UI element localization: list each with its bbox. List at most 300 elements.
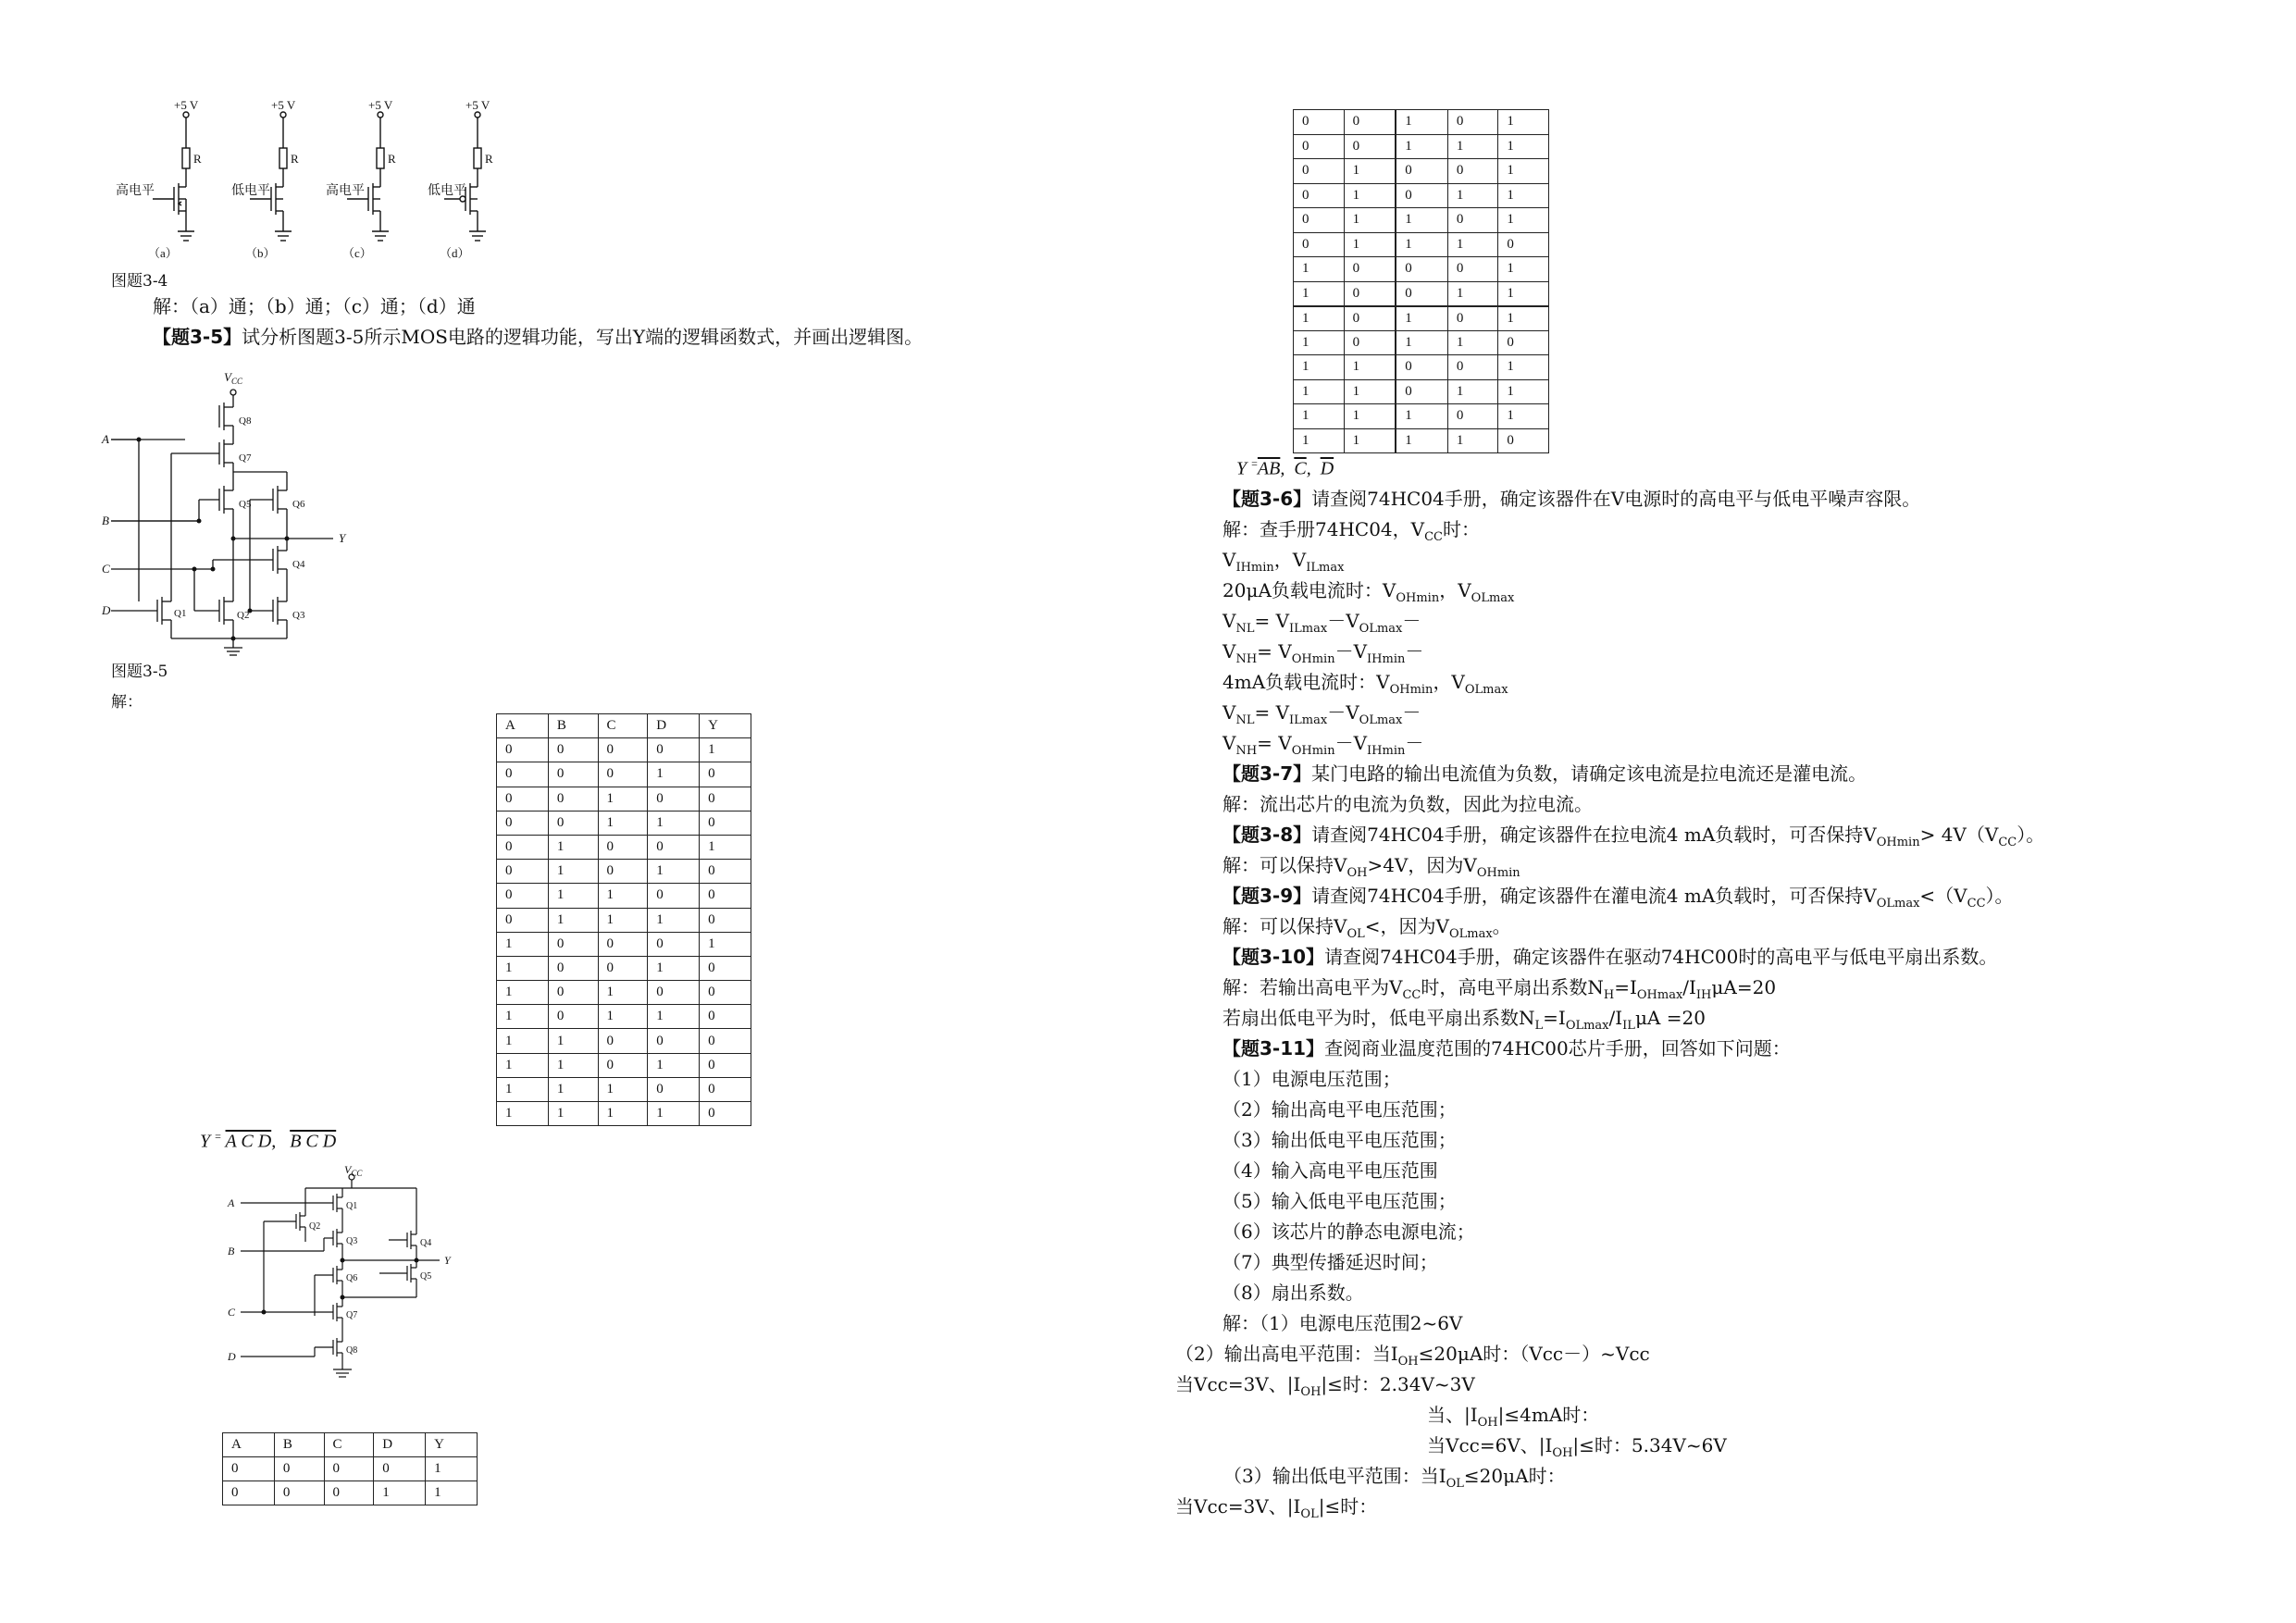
formula-right-sep1: ,	[1280, 458, 1285, 479]
table-row	[1294, 404, 1549, 429]
table-row	[497, 981, 751, 1005]
table-cell: 0	[223, 1481, 275, 1505]
table-cell: 0	[374, 1457, 426, 1481]
table-cell: 1	[598, 787, 648, 811]
table-cell: 0	[700, 811, 751, 835]
table-cell: 0	[1294, 159, 1345, 184]
table-cell: 1	[548, 1077, 598, 1101]
table-cell: 0	[648, 932, 700, 956]
table-cell: 0	[548, 932, 598, 956]
table-cell: 1	[1344, 379, 1396, 404]
table-cell: 0	[548, 787, 598, 811]
formula-right-eq: =	[1251, 457, 1258, 470]
question-3-11: 【题3-11】查阅商业温度范围的74HC00芯片手册，回答如下问题：	[1222, 1037, 1791, 1059]
question-3-7: 【题3-7】某门电路的输出电流值为负数，请确定该电流是拉电流还是灌电流。	[1222, 762, 1868, 785]
table-cell: 0	[700, 787, 751, 811]
table-cell: 0	[700, 908, 751, 932]
item-3-11-1: （1）电源电压范围；	[1222, 1068, 1401, 1090]
table-cell: 0	[1344, 134, 1396, 159]
table-cell: 1	[598, 908, 648, 932]
table-row	[1294, 183, 1549, 208]
table-cell: 1	[598, 981, 648, 1005]
formula-right-term3: $\overline{D}$	[1320, 458, 1334, 479]
answer-3-9: 解：可以保持$V_{OL}<$，因为$V_{OLmax}$。	[1222, 915, 1511, 941]
table-cell: 1	[598, 884, 648, 908]
table-cell: 1	[548, 884, 598, 908]
table-cell: 1	[648, 762, 700, 787]
table-cell: 0	[1396, 257, 1447, 282]
answer-3-6-line8: $V_{NH}= V_{OHmin}-V_{IHmin}-$	[1222, 732, 1424, 758]
table-cell: 0	[700, 981, 751, 1005]
table-cell: 1	[497, 932, 549, 956]
res-label-d: R	[485, 152, 493, 166]
table-cell: 1	[1294, 257, 1345, 282]
table-cell: 0	[598, 932, 648, 956]
item-3-11-2: （2）输出高电平电压范围；	[1222, 1098, 1457, 1121]
table-cell: 1	[1396, 330, 1447, 355]
table-row	[1294, 355, 1549, 380]
table-cell: 0	[497, 860, 549, 884]
table-cell: 0	[548, 956, 598, 980]
table-cell: 1	[426, 1457, 478, 1481]
table-cell: 0	[598, 1053, 648, 1077]
output-y-35: Y	[339, 531, 346, 545]
table-cell: 1	[1498, 159, 1549, 184]
question-3-5-text: 试分析图题3-5所示MOS电路的逻辑功能，写出Y端的逻辑函数式，并画出逻辑图。	[242, 326, 924, 348]
table-cell: 1	[1447, 428, 1498, 453]
subcap-b: （b）	[245, 246, 276, 260]
table-row	[497, 1077, 751, 1101]
table-header-cell: C	[324, 1433, 374, 1457]
table-cell: 1	[1396, 232, 1447, 257]
table-cell: 0	[497, 884, 549, 908]
table-cell: 1	[1498, 208, 1549, 233]
table-row	[1294, 428, 1549, 453]
table-row	[497, 738, 751, 762]
table-cell: 0	[598, 1029, 648, 1053]
answer-3-6-line7: $V_{NL}= V_{ILmax}-V_{OLmax}-$	[1222, 701, 1421, 727]
table-cell: 1	[1294, 379, 1345, 404]
table-cell: 0	[700, 884, 751, 908]
question-3-5-tag: 【题3-5】	[153, 326, 242, 348]
table-cell: 0	[1447, 110, 1498, 135]
table-cell: 1	[1344, 159, 1396, 184]
table-row	[1294, 257, 1549, 282]
table-cell: 1	[1344, 355, 1396, 380]
answer-3-11-line7: 当Vcc=3V、$|I_{OL}|\le$时：	[1175, 1495, 1378, 1521]
figure-3-5	[102, 370, 379, 657]
table-cell: 1	[497, 956, 549, 980]
table-row	[497, 1005, 751, 1029]
table-cell: 0	[1294, 208, 1345, 233]
table-cell: 0	[548, 738, 598, 762]
table-cell: 0	[1396, 379, 1447, 404]
table-cell: 1	[548, 860, 598, 884]
table-cell: 1	[1447, 134, 1498, 159]
table-cell: 1	[598, 1077, 648, 1101]
table-row	[497, 884, 751, 908]
table-header-row	[497, 714, 751, 738]
item-3-11-8: （8）扇出系数。	[1222, 1282, 1364, 1304]
table-cell: 0	[598, 738, 648, 762]
question-3-8: 【题3-8】请查阅74HC04手册，确定该器件在拉电流4 mA负载时，可否保持$V_{OHmin}> 4V(V_{CC})$。	[1222, 824, 2045, 849]
table-cell: 1	[1498, 257, 1549, 282]
table-row	[223, 1481, 478, 1505]
table-cell: 0	[1344, 257, 1396, 282]
answer-3-11-line6: （3）输出低电平范围：当$I_{OL}\le 20\mu A$时：	[1223, 1465, 1566, 1491]
table-cell: 0	[700, 1029, 751, 1053]
formula-right	[1236, 457, 1334, 480]
table-header-row	[223, 1433, 478, 1457]
q8-label: Q8	[239, 415, 252, 427]
q8-label-36: Q8	[346, 1345, 358, 1356]
table-cell: 0	[497, 738, 549, 762]
input-label-d: 低电平	[428, 184, 466, 198]
table-cell: 1	[1344, 232, 1396, 257]
truth-table-small-body	[223, 1433, 478, 1505]
table-cell: 1	[1344, 428, 1396, 453]
table-cell: 1	[1498, 281, 1549, 306]
answer-3-11-line3: 当Vcc=3V、$|I_{OH}|\le$时：2.34V~3V	[1175, 1373, 1475, 1399]
table-cell: 0	[324, 1457, 374, 1481]
table-row	[497, 860, 751, 884]
table-cell: 0	[1447, 355, 1498, 380]
table-header-cell: Y	[700, 714, 751, 738]
table-cell: 1	[548, 908, 598, 932]
table-cell: 0	[497, 908, 549, 932]
input-b-35: B	[102, 514, 109, 527]
table-cell: 1	[1498, 183, 1549, 208]
formula-right-sep2: ,	[1306, 458, 1311, 479]
answer-3-7: 解：流出芯片的电流为负数，因此为拉电流。	[1222, 793, 1593, 815]
truth-table-small	[222, 1432, 478, 1505]
table-cell: 0	[598, 762, 648, 787]
q6-label: Q6	[292, 499, 305, 510]
table-row	[497, 787, 751, 811]
table-cell: 1	[1294, 306, 1345, 331]
table-cell: 0	[598, 860, 648, 884]
table-cell: 1	[648, 1005, 700, 1029]
answer-3-5-label: 解：	[111, 693, 143, 712]
answer-3-10-line2: 若扇出低电平为时，低电平扇出系数$N_L=I_{OLmax}/I_{IL}\mu A =20$	[1222, 1007, 1706, 1033]
table-cell: 0	[700, 1005, 751, 1029]
formula-3-5-eq: =	[215, 1130, 221, 1143]
figure-3-5-caption: 图题3-5	[111, 663, 168, 681]
table-row	[223, 1457, 478, 1481]
table-cell: 0	[548, 811, 598, 835]
formula-3-5-term2: B C D	[290, 1131, 337, 1152]
table-cell: 0	[1396, 281, 1447, 306]
table-cell: 1	[598, 1102, 648, 1126]
table-cell: 1	[1498, 110, 1549, 135]
table-header-cell: Y	[426, 1433, 478, 1457]
q6-label-36: Q6	[346, 1273, 358, 1283]
table-cell: 0	[497, 811, 549, 835]
q5-label-36: Q5	[420, 1271, 432, 1282]
table-cell: 1	[497, 1029, 549, 1053]
truth-table-right	[1293, 109, 1549, 453]
input-label-a: 高电平	[116, 184, 155, 198]
res-label-b: R	[291, 152, 299, 166]
table-cell: 0	[700, 1053, 751, 1077]
truth-table-3-5	[496, 713, 751, 1126]
question-3-10: 【题3-10】请查阅74HC04手册，确定该器件在驱动74HC00时的高电平与低电平扇出系数。	[1222, 946, 1998, 968]
table-cell: 0	[1447, 208, 1498, 233]
table-cell: 0	[324, 1481, 374, 1505]
item-3-11-4: （4）输入高电平电压范围	[1222, 1159, 1438, 1182]
table-row	[497, 1029, 751, 1053]
table-header-cell: D	[374, 1433, 426, 1457]
table-cell: 0	[1344, 281, 1396, 306]
table-cell: 0	[1294, 232, 1345, 257]
input-c-35: C	[102, 562, 110, 576]
table-cell: 1	[1294, 281, 1345, 306]
table-cell: 0	[1447, 306, 1498, 331]
question-3-9: 【题3-9】请查阅74HC04手册，确定该器件在灌电流4 mA负载时，可否保持$V_{OLmax}<(V_{CC})$。	[1222, 885, 2014, 911]
table-cell: 1	[598, 811, 648, 835]
table-header-cell: A	[223, 1433, 275, 1457]
table-cell: 0	[1396, 183, 1447, 208]
input-label-c: 高电平	[326, 184, 365, 198]
table-cell: 1	[648, 1053, 700, 1077]
table-cell: 0	[1498, 428, 1549, 453]
table-cell: 0	[1447, 159, 1498, 184]
table-cell: 1	[1498, 379, 1549, 404]
res-label-a: R	[193, 152, 202, 166]
answer-3-6-line5: $V_{NH}= V_{OHmin}-V_{IHmin}-$	[1222, 640, 1424, 666]
q1-label-36: Q1	[346, 1201, 358, 1211]
table-cell: 0	[1294, 183, 1345, 208]
table-cell: 0	[274, 1481, 324, 1505]
input-d-35: D	[102, 603, 111, 617]
table-cell: 1	[1396, 208, 1447, 233]
table-row	[497, 1053, 751, 1077]
vdd-label-a: +5 V	[174, 98, 199, 112]
table-cell: 1	[1498, 134, 1549, 159]
formula-3-5-term1: A C D	[225, 1131, 272, 1152]
vdd-label-d: +5 V	[465, 98, 490, 112]
answer-3-6-line2: $V_{IHmin}$，$V_{ILmax}$	[1222, 549, 1345, 575]
vdd-label-b: +5 V	[271, 98, 296, 112]
table-cell: 1	[497, 1053, 549, 1077]
table-cell: 0	[1447, 404, 1498, 429]
table-cell: 1	[374, 1481, 426, 1505]
table-header-cell: C	[598, 714, 648, 738]
q2-label-36: Q2	[309, 1221, 321, 1232]
table-cell: 0	[700, 860, 751, 884]
table-cell: 0	[1344, 306, 1396, 331]
table-cell: 1	[648, 908, 700, 932]
table-cell: 0	[1344, 330, 1396, 355]
input-label-b: 低电平	[231, 184, 270, 198]
table-cell: 0	[648, 738, 700, 762]
table-cell: 0	[648, 835, 700, 859]
question-3-6	[1222, 488, 1920, 510]
output-y-36: Y	[444, 1254, 451, 1267]
table-row	[497, 1102, 751, 1126]
table-row	[1294, 232, 1549, 257]
table-row	[1294, 134, 1549, 159]
formula-right-prefix: Y	[1236, 458, 1247, 479]
table-cell: 0	[648, 1029, 700, 1053]
table-cell: 1	[1396, 110, 1447, 135]
table-row	[1294, 110, 1549, 135]
table-cell: 1	[1396, 306, 1447, 331]
table-cell: 1	[1447, 330, 1498, 355]
table-cell: 0	[648, 1077, 700, 1101]
answer-3-6-line3: 20μA负载电流时：$V_{OHmin}$，$V_{OLmax}$	[1222, 579, 1515, 605]
table-row	[497, 932, 751, 956]
table-cell: 1	[648, 811, 700, 835]
table-cell: 0	[648, 981, 700, 1005]
truth-table-right-body	[1294, 110, 1549, 453]
table-cell: 0	[223, 1457, 275, 1481]
table-row	[1294, 159, 1549, 184]
table-cell: 0	[548, 981, 598, 1005]
table-cell: 0	[1344, 110, 1396, 135]
truth-table-3-5-body	[497, 714, 751, 1126]
item-3-11-5: （5）输入低电平电压范围；	[1222, 1190, 1457, 1212]
subcap-d: （d）	[440, 246, 470, 260]
table-cell: 0	[1447, 257, 1498, 282]
table-cell: 0	[1396, 159, 1447, 184]
table-cell: 0	[700, 762, 751, 787]
table-cell: 1	[1294, 428, 1345, 453]
item-3-11-3: （3）输出低电平电压范围；	[1222, 1129, 1457, 1151]
answer-3-11-line4: 当、$|I_{OH}|\le 4mA$时：	[1427, 1404, 1600, 1430]
vcc-label-35: $V_{CC}$	[224, 370, 242, 386]
question-3-5	[153, 326, 923, 348]
answer-3-6-line1: 解：查手册74HC04，$V_{CC}$时：	[1222, 518, 1480, 544]
table-cell: 1	[1498, 404, 1549, 429]
formula-3-5	[200, 1130, 336, 1153]
table-cell: 0	[700, 1102, 751, 1126]
table-row	[497, 908, 751, 932]
formula-3-5-sep: ,	[271, 1131, 277, 1152]
table-cell: 1	[648, 956, 700, 980]
table-cell: 1	[548, 1029, 598, 1053]
table-cell: 0	[497, 835, 549, 859]
table-header-cell: B	[274, 1433, 324, 1457]
table-header-cell: A	[497, 714, 549, 738]
formula-right-term1: $\overline{AB}$	[1257, 458, 1281, 479]
table-cell: 0	[1498, 330, 1549, 355]
figure-3-4	[111, 98, 518, 268]
formula-3-5-prefix: Y	[200, 1131, 211, 1152]
table-cell: 0	[1396, 355, 1447, 380]
table-cell: 0	[497, 787, 549, 811]
figure-3-4-caption: 图题3-4	[111, 272, 168, 291]
table-cell: 1	[1344, 404, 1396, 429]
table-cell: 1	[497, 1077, 549, 1101]
answer-3-8: 解：可以保持$V_{OH}>4V$，因为$V_{OHmin}$	[1222, 854, 1520, 880]
vdd-label-c: +5 V	[368, 98, 393, 112]
q7-label: Q7	[239, 452, 252, 464]
table-cell: 1	[1396, 134, 1447, 159]
vcc-label-36: $V_{CC}$	[344, 1163, 363, 1178]
q4-label-36: Q4	[420, 1238, 432, 1248]
question-3-6-tag: 【题3-6】	[1222, 488, 1312, 510]
formula-right-term2: $\overline{C}$	[1294, 458, 1307, 479]
table-cell: 0	[274, 1457, 324, 1481]
q3-label: Q3	[292, 610, 305, 621]
table-cell: 1	[700, 835, 751, 859]
table-cell: 1	[497, 1005, 549, 1029]
figure-3-5-solution-circuit	[222, 1163, 472, 1413]
answer-3-6-line6: 4mA负载电流时：$V_{OHmin}$，$V_{OLmax}$	[1222, 671, 1508, 697]
answer-3-11-line5: 当Vcc=6V、$|I_{OH}|\le$时：5.34V~6V	[1427, 1434, 1727, 1460]
table-cell: 1	[1498, 355, 1549, 380]
table-row	[1294, 379, 1549, 404]
table-cell: 1	[1447, 183, 1498, 208]
subcap-c: （c）	[342, 246, 372, 260]
table-row	[497, 762, 751, 787]
q1-label: Q1	[174, 608, 187, 619]
input-c-36: C	[228, 1306, 236, 1319]
q2-label: Q2	[237, 610, 250, 621]
table-cell: 0	[1498, 232, 1549, 257]
table-cell: 1	[497, 981, 549, 1005]
question-3-6-text: 请查阅74HC04手册，确定该器件在V电源时的高电平与低电平噪声容限。	[1311, 488, 1921, 510]
table-cell: 0	[497, 762, 549, 787]
table-cell: 1	[426, 1481, 478, 1505]
table-cell: 1	[1447, 281, 1498, 306]
answer-3-11-line1: 解：（1）电源电压范围2~6V	[1222, 1312, 1463, 1334]
table-cell: 1	[1344, 208, 1396, 233]
q5-label: Q5	[239, 499, 252, 510]
table-cell: 1	[548, 1102, 598, 1126]
table-cell: 1	[1396, 404, 1447, 429]
table-cell: 0	[598, 835, 648, 859]
answer-3-10-line1: 解：若输出高电平为$V_{CC}$时，高电平扇出系数$N_H=I_{OHmax}/I_{IH}\mu A=20$	[1222, 976, 1777, 1002]
table-cell: 1	[1294, 404, 1345, 429]
table-cell: 1	[1294, 330, 1345, 355]
table-cell: 1	[548, 1053, 598, 1077]
answer-3-4: 解：（a）通；（b）通；（c）通；（d）通	[153, 295, 476, 317]
item-3-11-6: （6）该芯片的静态电源电流；	[1222, 1220, 1475, 1243]
table-row	[497, 956, 751, 980]
table-cell: 1	[700, 738, 751, 762]
table-cell: 0	[700, 1077, 751, 1101]
input-d-36: D	[228, 1350, 236, 1363]
table-cell: 0	[548, 762, 598, 787]
table-row	[497, 835, 751, 859]
q4-label: Q4	[292, 559, 305, 570]
answer-3-6-line4: $V_{NL}= V_{ILmax}-V_{OLmax}-$	[1222, 610, 1421, 636]
table-cell: 1	[548, 835, 598, 859]
table-cell: 1	[1396, 428, 1447, 453]
table-cell: 0	[700, 956, 751, 980]
table-cell: 0	[1294, 110, 1345, 135]
input-b-36: B	[228, 1245, 235, 1258]
input-a-35: A	[102, 432, 109, 446]
table-cell: 1	[648, 1102, 700, 1126]
item-3-11-7: （7）典型传播延迟时间；	[1222, 1251, 1438, 1273]
input-a-36: A	[228, 1196, 235, 1209]
table-row	[1294, 330, 1549, 355]
table-cell: 1	[497, 1102, 549, 1126]
table-cell: 0	[1294, 134, 1345, 159]
table-cell: 1	[598, 1005, 648, 1029]
table-row	[1294, 208, 1549, 233]
table-cell: 1	[1344, 183, 1396, 208]
table-row	[497, 811, 751, 835]
table-row	[1294, 281, 1549, 306]
table-cell: 1	[1294, 355, 1345, 380]
q3-label-36: Q3	[346, 1236, 358, 1246]
res-label-c: R	[388, 152, 396, 166]
table-cell: 0	[598, 956, 648, 980]
